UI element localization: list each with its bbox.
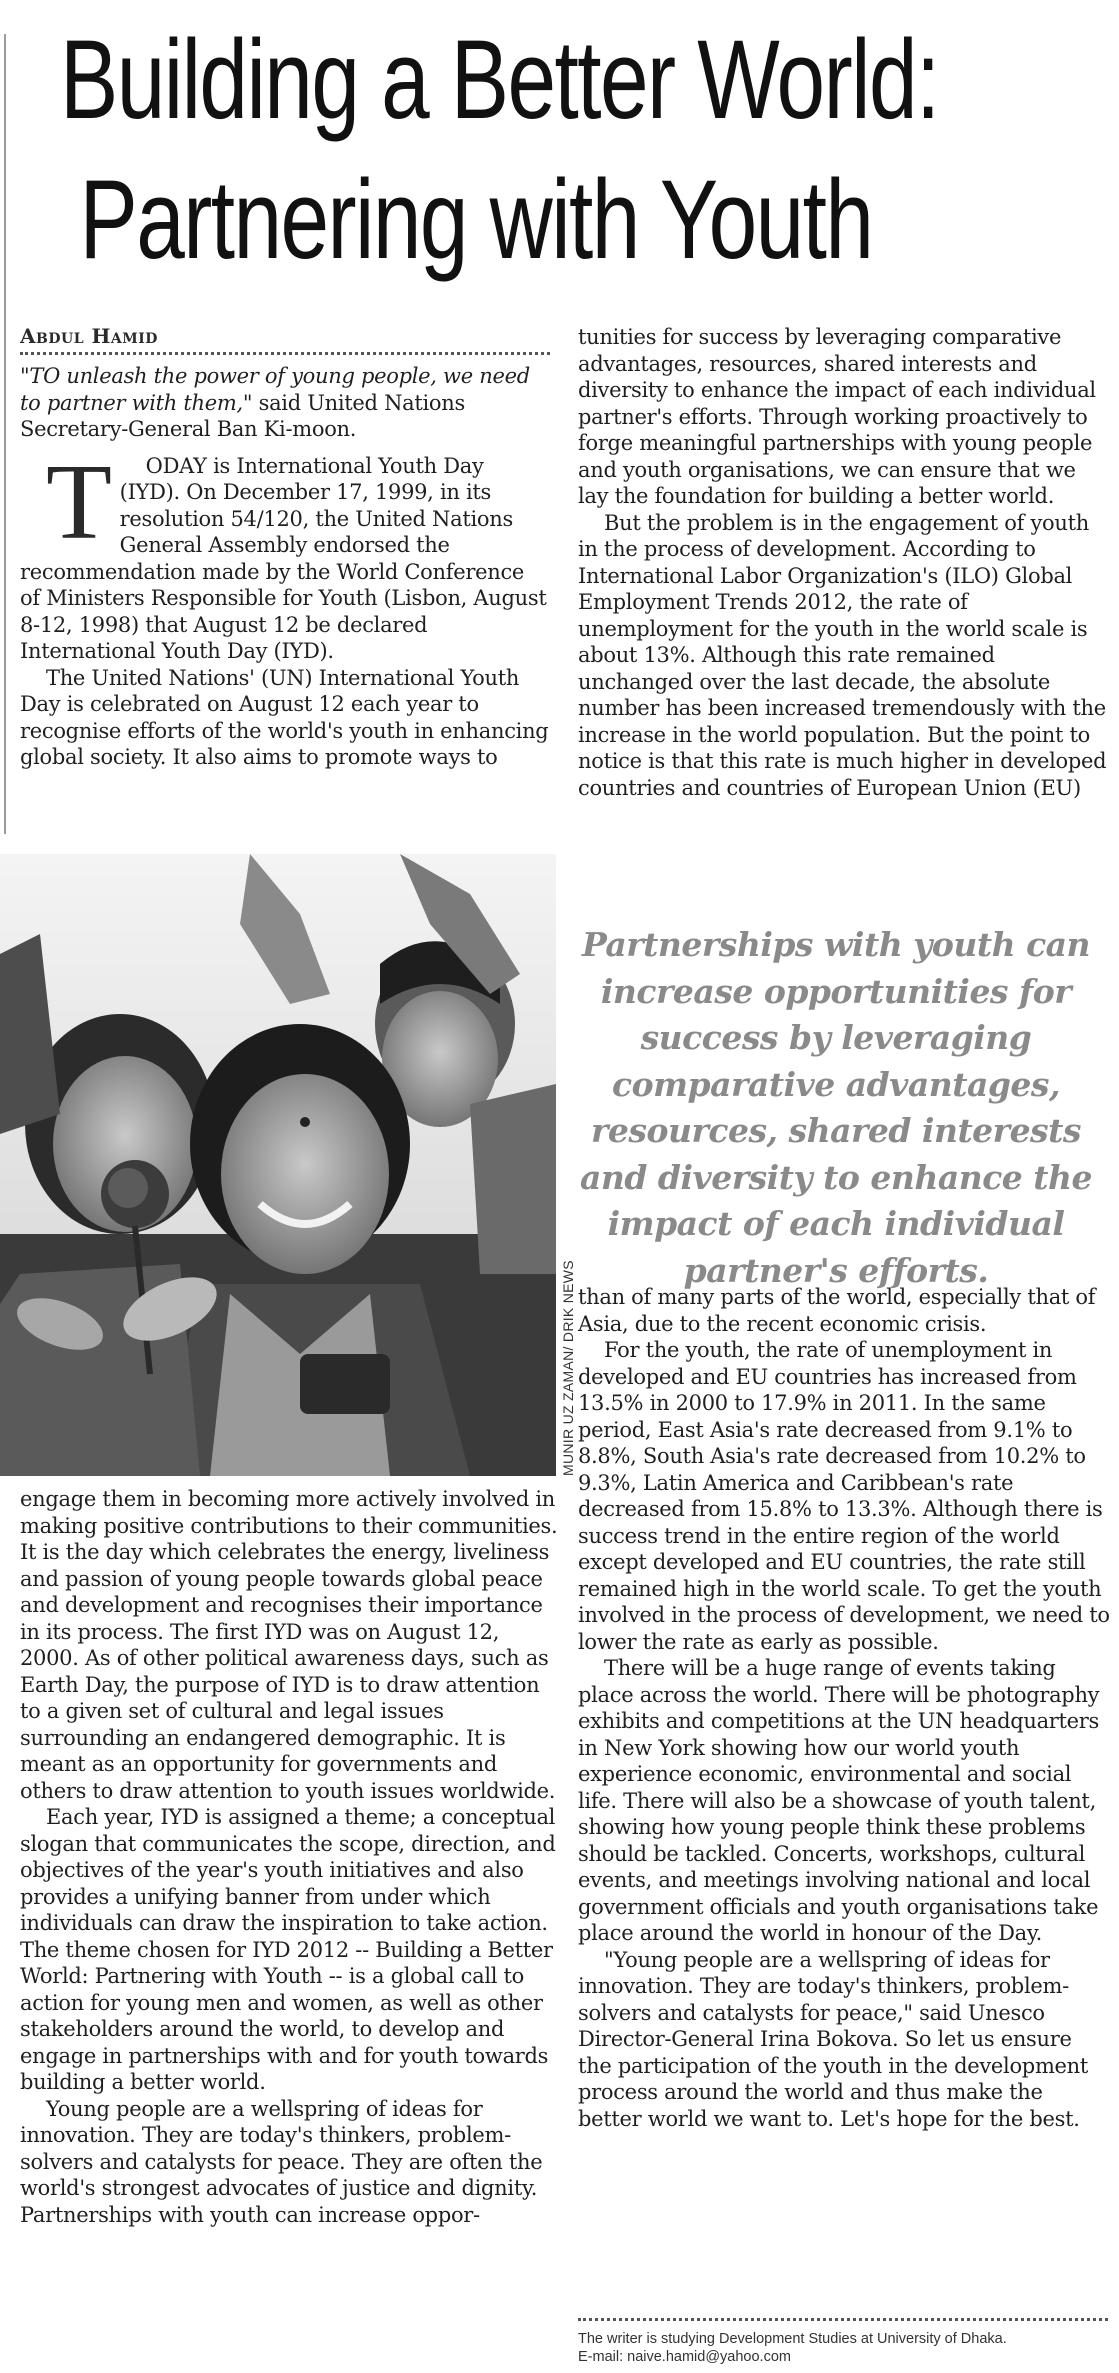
paragraph: than of many parts of the world, especially that of Asia, due to the recent economic crisis. <box>578 1285 1096 1336</box>
paragraph: Young people are a wellspring of ideas for innovation. They are today's thinkers, problem-solvers and catalysts for peace. They are often the world's strongest advocates of justice and dignity. Partnerships with youth can increase oppor- <box>20 2096 543 2227</box>
intro-quote-attribution: said United Nations Secretary-General Ban Ki-moon. <box>20 390 465 441</box>
column-2-bottom <box>578 1284 1110 2132</box>
pull-quote: Partnerships with youth can increase opportunities for success by leveraging comparative advantages, resources, shared interests and diversity to enhance the impact of each individual partner's efforts. <box>579 925 1093 1290</box>
paragraph: tunities for success by leveraging comparative advantages, resources, shared interests and diversity to enhance the impact of each individual partner's efforts. Through working proactively to forge meaningful partnerships with young people and youth organisations, we can ensure that we lay the foundation for building a better world. <box>578 325 1096 508</box>
paragraph: Each year, IYD is assigned a theme; a conceptual slogan that communicates the scope, direction, and objectives of the year's youth initiatives and also provides a unifying banner from under which individuals can draw the inspiration to take action. The theme chosen for IYD 2012 -- Building a Better World: Partnering with Youth -- is a global call to action for young men and women, as well as other stakeholders around the world, to develop and engage in partnerships with and for youth towards building a better world. <box>20 1805 556 2094</box>
drop-cap: T <box>46 442 112 562</box>
headline-line-1: Building a Better World: <box>60 17 939 142</box>
lead-paragraph-text: ODAY is International Youth Day (IYD). On December 17, 1999, in its resolution 54/120, the United Nations General Assembly endorsed the recommendation made by the World Conference of Ministers Responsible for Youth (Lisbon, August 8-12, 1998) that August 12 be declared International Youth Day (IYD). <box>20 453 547 663</box>
intro-quote-paragraph <box>20 363 550 443</box>
headline-line-2: Partnering with Youth <box>79 157 873 282</box>
footer-divider <box>578 2318 1108 2321</box>
lead-paragraph <box>20 442 550 665</box>
byline: Abdul Hamid <box>20 324 158 348</box>
intro-quote: "TO unleash the power of young people, we need to partner with them," <box>20 364 530 415</box>
author-note <box>578 2330 1118 2366</box>
column-1-bottom <box>20 1486 558 2228</box>
paragraph: But the problem is in the engagement of youth in the process of development. According to International Labor Organization's (ILO) Global Employment Trends 2012, the rate of unemployment for the youth in the world scale is about 13%. Although this rate remained unchanged over the last decade, the absolute number has been increased tremendously with the increase in the world population. But the point to notice is that this rate is much higher in developed countries and countries of European Union (EU) <box>578 510 1107 800</box>
author-note-line-1: The writer is studying Development Studies at University of Dhaka. <box>578 2331 1007 2347</box>
column-1-top <box>20 324 550 771</box>
paragraph: There will be a huge range of events taking place across the world. There will be photography exhibits and competitions at the UN headquarters in New York showing how our world youth experience economic, environmental and social life. There will also be a showcase of youth talent, showing how young people think these problems should be tackled. Concerts, workshops, cultural events, and meetings involving national and local government officials and youth organisations take place around the world in honour of the Day. <box>578 1656 1100 1945</box>
paragraph: The United Nations' (UN) International Youth Day is celebrated on August 12 each year to recognise efforts of the world's youth in enhancing global society. It also aims to promote ways to <box>20 665 549 769</box>
photo-credit: MUNIR UZ ZAMAN/ DRIK NEWS <box>560 1260 576 1476</box>
paragraph: engage them in becoming more actively involved in making positive contributions to their communities. It is the day which celebrates the energy, liveliness and passion of young people towards global peace and development and recognises their importance in its process. The first IYD was on August 12, 2000. As of other political awareness days, such as Earth Day, the purpose of IYD is to draw attention to a given set of cultural and legal issues surrounding an endangered demographic. It is meant as an opportunity for governments and others to draw attention to youth issues worldwide. <box>20 1487 558 1803</box>
left-margin-rule <box>4 34 6 834</box>
paragraph: For the youth, the rate of unemployment in developed and EU countries has increased from 13.5% in 2000 to 17.9% in 2011. In the same period, East Asia's rate decreased from 9.1% to 8.8%, South Asia's rate decreased from 10.2% to 9.3%, Latin America and Caribbean's rate decreased from 15.8% to 13.3%. Although there is success trend in the entire region of the world except developed and EU countries, the rate still remained high in the world scale. To get the youth involved in the process of development, we need to lower the rate as early as possible. <box>578 1338 1110 1654</box>
author-email: E-mail: naive.hamid@yahoo.com <box>578 2349 791 2365</box>
crowd-photo <box>0 854 556 1476</box>
byline-divider <box>20 352 550 355</box>
column-2-top <box>578 324 1110 801</box>
crowd-photo-image <box>0 854 556 1476</box>
paragraph: "Young people are a wellspring of ideas for innovation. They are today's thinkers, problem-solvers and catalysts for peace," said Unesco Director-General Irina Bokova. So let us ensure the participation of the youth in the development process around the world and thus make the better world we want to. Let's hope for the best. <box>578 1947 1089 2131</box>
